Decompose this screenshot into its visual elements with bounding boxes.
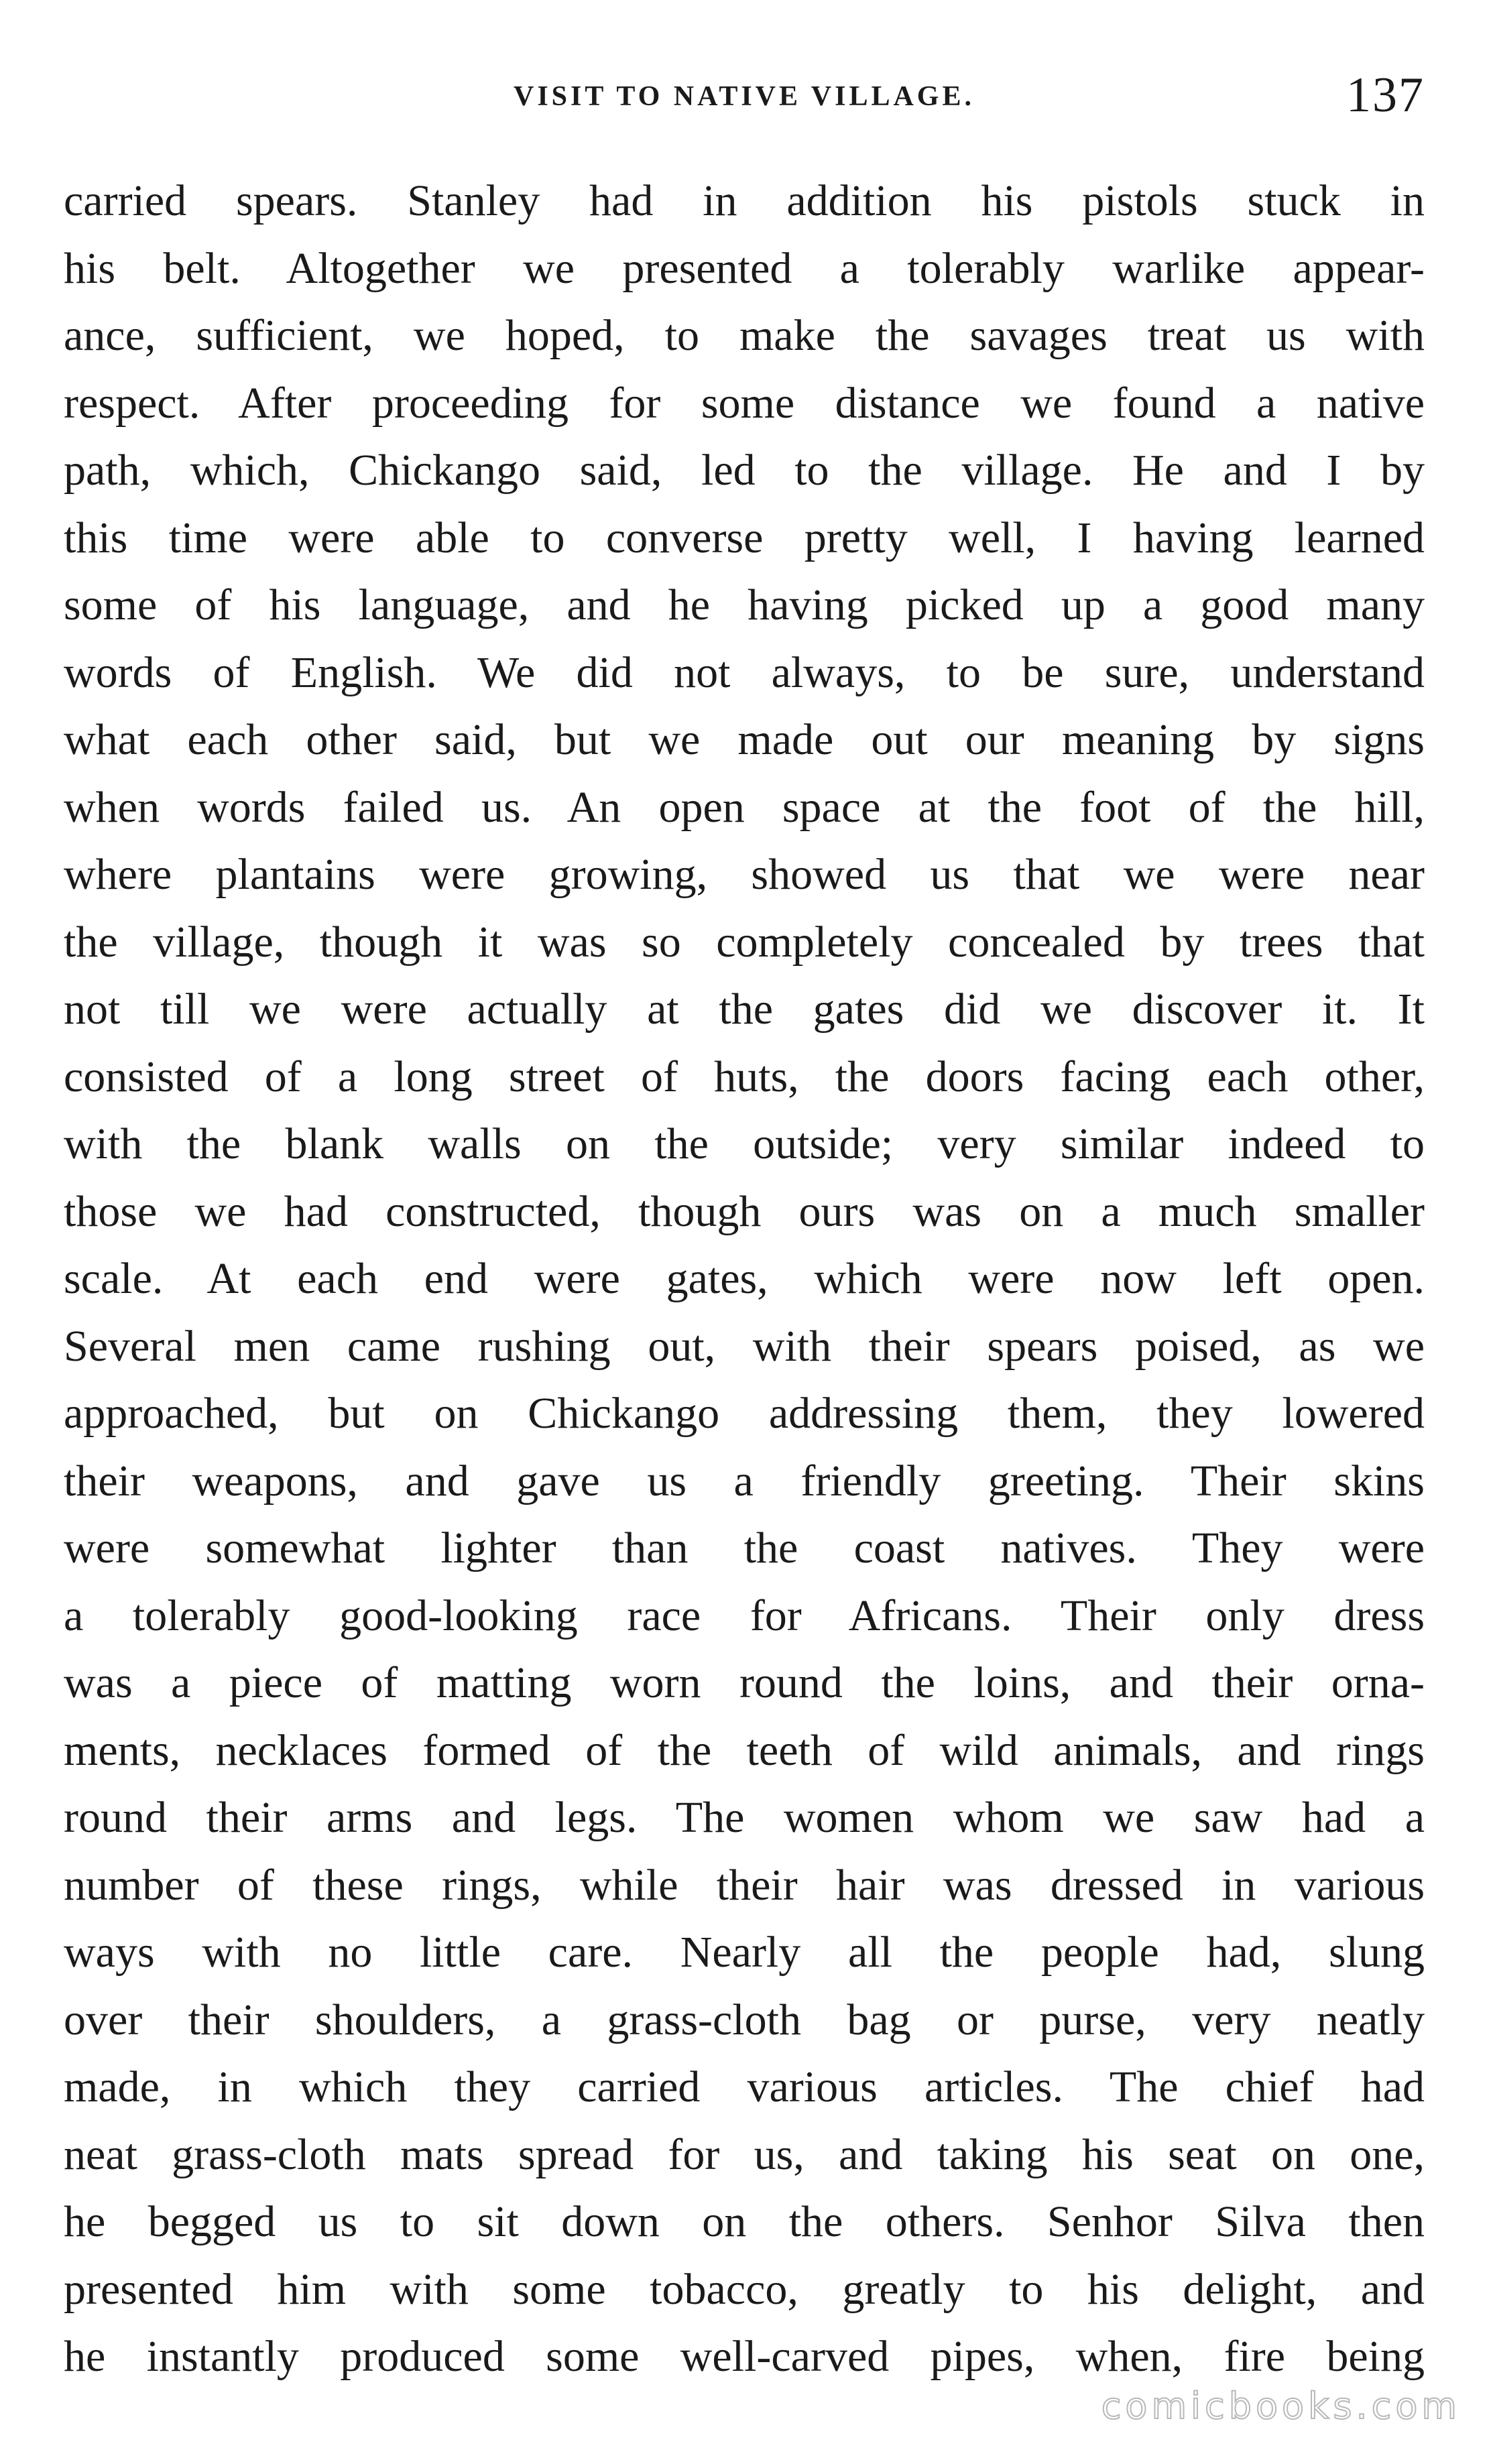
text-line: he begged us to sit down on the others. Senhor Silva then — [64, 2197, 1425, 2246]
text-line: their weapons, and gave us a friendly greeting. Their skins — [64, 1456, 1425, 1505]
watermark: comicbooks.com — [1101, 2385, 1461, 2427]
text-line: where plantains were growing, showed us that we were near — [64, 850, 1425, 899]
page-number: 137 — [1346, 68, 1425, 123]
running-head — [64, 67, 1425, 127]
text-line: ments, necklaces formed of the teeth of wild animals, and rings — [64, 1725, 1425, 1775]
text-line: round their arms and legs. The women whom we saw had a — [64, 1793, 1425, 1842]
text-line: the village, though it was so completely concealed by trees that — [64, 917, 1425, 967]
text-line: not till we were actually at the gates did we discover it. It — [64, 985, 1425, 1034]
text-line: what each other said, but we made out our meaning by signs — [64, 715, 1425, 764]
running-title: VISIT TO NATIVE VILLAGE. — [513, 81, 975, 112]
text-line: was a piece of matting worn round the loins, and their orna- — [64, 1658, 1425, 1707]
text-line: approached, but on Chickango addressing them, they lowered — [64, 1389, 1425, 1438]
text-line: with the blank walls on the outside; very similar indeed to — [64, 1119, 1425, 1168]
text-line: ways with no little care. Nearly all the people had, slung — [64, 1928, 1425, 1977]
text-line: presented him with some tobacco, greatly to his delight, and — [64, 2264, 1425, 2314]
text-line: when words failed us. An open space at the foot of the hill, — [64, 782, 1425, 832]
text-line: this time were able to converse pretty well, I having learned — [64, 513, 1425, 562]
text-line: over their shoulders, a grass-cloth bag or purse, very neatly — [64, 1995, 1425, 2044]
text-line: words of English. We did not always, to be sure, understand — [64, 648, 1425, 697]
text-line: respect. After proceeding for some distance we found a native — [64, 378, 1425, 428]
text-line: path, which, Chickango said, led to the village. He and I by — [64, 446, 1425, 495]
text-line: neat grass-cloth mats spread for us, and taking his seat on one, — [64, 2130, 1425, 2179]
text-line: Several men came rushing out, with their spears poised, as we — [64, 1321, 1425, 1371]
text-line: some of his language, and he having picked up a good many — [64, 580, 1425, 629]
text-line: were somewhat lighter than the coast natives. They were — [64, 1524, 1425, 1573]
text-line: a tolerably good-looking race for Africans. Their only dress — [64, 1591, 1425, 1640]
text-line: his belt. Altogether we presented a tolerably warlike appear- — [64, 243, 1425, 293]
text-line: scale. At each end were gates, which were now left open. — [64, 1254, 1425, 1303]
text-line: those we had constructed, though ours was on a much smaller — [64, 1186, 1425, 1236]
text-line: carried spears. Stanley had in addition his pistols stuck in — [64, 176, 1425, 225]
body-text — [64, 168, 1425, 2391]
text-line: number of these rings, while their hair was dressed in various — [64, 1860, 1425, 1910]
text-line: ance, sufficient, we hoped, to make the savages treat us with — [64, 311, 1425, 360]
text-line: he instantly produced some well-carved pipes, when, fire being — [64, 2332, 1425, 2381]
text-line: made, in which they carried various articles. The chief had — [64, 2062, 1425, 2111]
text-line: consisted of a long street of huts, the doors facing each other, — [64, 1052, 1425, 1101]
